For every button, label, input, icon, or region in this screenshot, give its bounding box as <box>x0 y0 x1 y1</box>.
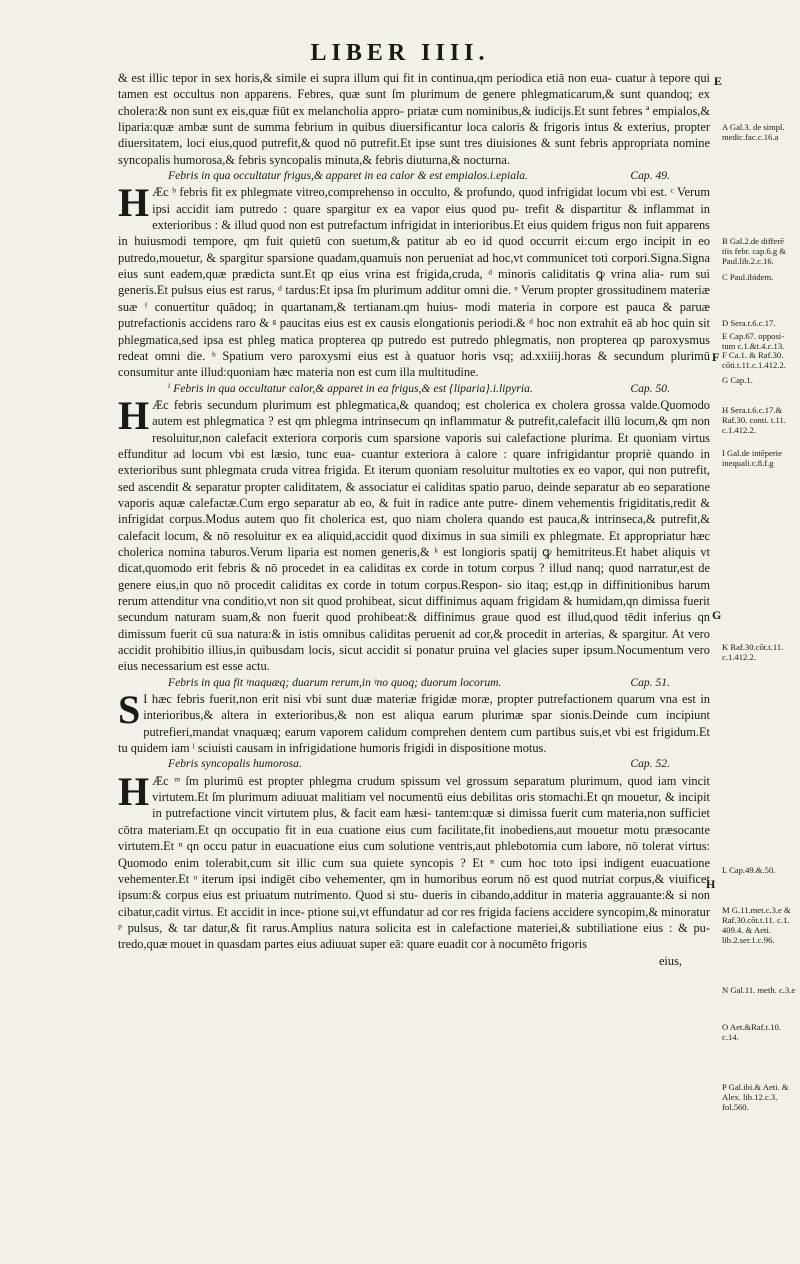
margin-note: P Gal.ibi.& Aeti. & Alex. lib.12.c.3. fol.560. <box>722 1082 789 1112</box>
section-cap-49 <box>118 168 710 380</box>
section-heading: Febris in qua occultatur frigus,& apparet in ea calor & est empialos.i.epiala. Cap. 49. <box>118 168 710 184</box>
catchword: eius, <box>658 953 682 968</box>
section-cap-52 <box>118 756 710 952</box>
drop-cap: S <box>118 687 141 733</box>
margin-section-letter: G <box>712 608 722 622</box>
section-text: S I hæc febris fuerit,non erit nisi vbi sunt duæ materiæ frigidæ moræ, propter putrefactionem quarum vna est in interioribus,& altera in exterioribus,& non est aliqua earum plurimæ spar sionis.Deinde cum incipiunt putrefieri,mandat vnaquæq; earum vaporem calidum comprehen dentem cum partibus suis,et vbi est frigidum.Et tu quidem iam ˡ sciuisti causam in infrigidatione humoris frigidi in dispositione motus. <box>118 687 710 756</box>
chapter-number: Cap. 52. <box>630 757 670 771</box>
chapter-number: Cap. 50. <box>630 381 670 395</box>
margin-note: M G.11.met.c.3.e & Raf.30.cōt.t.11. c.1. 409.4. & Aeti. lib.2.ser.1.c.96. <box>722 905 791 945</box>
margin-note: K Raf.30.cōt.t.11. c.1.412.2. <box>722 642 784 662</box>
section-cap-51 <box>118 675 710 757</box>
opening-paragraph: & est illic tepor in sex horis,& simile ei supra illum qui fit in continua,qm periodica etiā non eua- cuatur à tepore qui tamen est occultus non apparens. Febres, quæ sunt ſm plurimum de genere phlegmaticarum,& sunt quandoq; ex cholera:& non sunt ex eis,quæ fiūt ex melancholia appro- priatæ cum nominibus,& iudicijs.Et sunt febres ª empialos,& liparia:quæ ambæ sunt de summa febrium in quibus diuersificantur loca caloris & frigoris intus & exterius, propter diuersitatem, loci eius,quod putrefit,& quod nō putrefit.Et ipse sunt tres diuisiones & sunt febris appropriata nomine syncopalis humorosa,& febris syncopalis minuta,& febris diuturna,& nocturna. <box>118 71 710 167</box>
chapter-number: Cap. 51. <box>630 675 670 689</box>
drop-cap: H <box>118 768 150 814</box>
margin-note: H Sera.t.6.c.17.& Raf.30. conti. t.11. c.1.412.2. <box>722 405 786 435</box>
margin-note: O Aet.&Raf.t.10. c.14. <box>722 1022 781 1042</box>
margin-note: N Gal.11. meth. c.3.e <box>722 985 796 995</box>
margin-section-letter: E <box>714 74 723 88</box>
margin-note: G Cap.1. <box>722 375 753 385</box>
chapter-number: Cap. 49. <box>630 169 670 183</box>
margin-note: D Sera.t.6.c.17. <box>722 318 776 328</box>
margin-section-letter: H <box>706 877 716 891</box>
running-head: LIBER IIII. <box>310 40 490 66</box>
section-heading: Febris in qua fit ᵞnaquæq; duarum rerum,in ᵞno quoq; duorum locorum. Cap. 51. <box>118 675 710 691</box>
section-text: H Æc febris secundum plurimum est phlegmatica,& quandoq; est cholerica ex cholera grossa valde.Quomodo autem est phlegmatica ? est qm phlegma intrinsecum qn inflammatur & putrefit,calefacit illū locum,& qm non resoluitur,non calefacit exteriora corporis cum sparsione vaporis sui calefactione plurima. Et quoniam virtus effunditur ad locum vbi est læsio, tunc eua- cuantur exteriora à calore : quare infrigidantur propriè quando in exterioribus sunt phlegmata cruda vitrea frigida. Et iterum quoniam resoluitur multoties ex eo vapor, qui non putrefit, sed ascendit & separatur propter caliditatem, & associatur ei caliditas spatio paruo, deinde separatur ab eo separatione vaporis aquæ calefactæ.Cum ergo separatur ab eo, & fuit in radice ante putre- dinem vehementis frigiditatis,redit & infrigidat corpus.Modus autem quo fit cholerica est, quo niam cholera quando est pauca,& intrinseca,& putrefit,& calefacit locum, & nō resoluitur ex ea aliquid,accidit quod diximus in sua simili ex phlegmate. Et appropriatur hæc cholerica nomina taburos.Verum liparia est nomen generis,& ᵏ est longioris spatij ꝙ hemitriteus.Et habet aliquis vt dicat,quomodo erit febris & nō procedet in ea caliditas ex corde in totum corpus ? illud nanq; quod narratur,est de genere eius,in quo nō procedit caliditas ex corde in totum corpus.Respon- sio itaq; est,qp in diffinitionibus harum rerum attenditur vna conditio,vt non sit quod prohibeat, sicut diffinimus aquam frigidam & humidam,qn dimissa fuerit secundum naturam suam,& non fuerit quod prohibeat:& diffinimus graue quod est illud,quod tēdit inferius qn dimissum fuerit cū sua natura:& in istis omnibus caliditas peruenit ad cor,& procedit in arterias, & spargitur. At vero accidit prohibitio illius,in quibusdam locis, sicut accidit si ponatur pruina vel glacies super ipsum.Nocumentum vero eius necessarium est esse actu. <box>118 392 710 674</box>
margin-note: B Gal.2.de differē tiis febr. cap.6.g & Paul.lib.2.c.16. <box>722 236 786 266</box>
section-heading: ⁱ Febris in qua occultatur calor,& apparet in ea frigus,& est {liparia}.i.lipyria. Cap. 50. <box>118 381 710 397</box>
section-heading: Febris syncopalis humorosa. Cap. 52. <box>118 756 710 772</box>
margin-note: I Gal.de intēperie inequali.c.8.f.g <box>722 448 782 468</box>
drop-cap: H <box>118 392 150 438</box>
drop-cap: H <box>118 180 150 226</box>
text-body <box>118 70 710 969</box>
margin-section-letter: F <box>712 350 720 364</box>
section-cap-50 <box>118 381 710 675</box>
section-text: H Æc ᵇ febris fit ex phlegmate vitreo,comprehenso in occulto, & profundo, quod infrigidat locum vbi est. ᶜ Verum ipsi accidit iam putredo : quare spargitur ex ea vapor eius quod pu- trefit & dispartitur & inflammat in exterioribus : & illud quod non est putrefactum infrigidat in interioribus.Et eius quidem frigus non fuit apparens in huiusmodi tempore, qm fuit quietū con suetum,& patitur ab eo id quod occurrit ei:cum ergo incipit in eo putredo,mouetur, & spargitur sparsione quadam,quamuis non perueniat ad hoc,vt communicet toti corpori.Signa.Signa eius sunt eadem,quæ prædicta sunt.Et qp eius vrina est frigida,cruda, ᵈ minoris caliditatis ꝙ vrina alia- rum sui generis.Et pulsus eius est rarus, ᵈ tardus:Et ipsa ſm plurimum additur omni die. ᵉ Verum propter grossitudinem materiæ suæ ᶠ conuertitur quādoq; in quartanam,& tertianam.qm huius- modi materia in corpore est pauca & paruæ putrefactionis accidens raro & ᵍ paucitas eius est ex causis elongationis periodi.& ᵈ hoc non extrahit eā ab hoc quin sit phlegmatica,sed ipsa est phleg matica propterea qp putredo est putredo phlegmatis, non propterea qp paroxysmus redeat omni die. ʰ Spatium vero paroxysmi eius est à quatuor horis vsq; ad.xxiiij.horas & secundum plurimū consumitur ante illud:quoniam hæc materia non est cum illa multitudine. <box>118 180 710 380</box>
margin-note: L Cap.49.&.50. <box>722 865 776 875</box>
section-text: H Æc ᵐ ſm plurimū est propter phlegma crudum spissum vel grossum separatum plurimum, quod iam vincit virtutem.Et ſm plurimum adiuuat malitiam vel nocumentū eius debilitas oris stomachi.Et qn mouetur, & incipit in putrefactione vincit virtutem plus, & facit eam hæsi- tantem:quæ si dimissa fuerit cum materia,non sufficiet cōtra materiam.Et qn occupatio fit in eua cuatione eius cum facilitate,fit inobediens,aut mouetur motu præsocante virtutem.Et ⁿ qn occu patur in euacuatione eius cum solutione ventris,aut phlebotomia cum labore, nō tolerat virtus: Quomodo enim tolerabit,cum sit illic cum sua quiete syncopis ? Et ⁿ cum hoc toto ipsi indigent euacuatione vehementer.Et ᵒ iterum ipsi indigēt cibo vehementer, qm in humoribus eorum nō est quod nutriat corpus,& viuificet ipsum:& corpus eius est priuatum nutrimento. Quod si stu- dueris in cibando,additur in materia aggrauante:& si non cibatur,cadit virtus. Et accidit in ince- ptione sui,vt effundatur ad cor res frigida faciens accidere syncopim,& minoratur ᵖ pulsus, & tar datur,& fit rarus.Amplius natura solicita est in calefactione materiei,& subtiliatione eius : & pu- tredo,quæ mouet in quasdam partes eius adiuuat super eā: quare euadit cor à nocumēto frigoris <box>118 768 710 952</box>
margin-note: F Ca.1. & Raf.30. cōti.t.11.c.1.412.2. <box>722 350 786 370</box>
margin-note: A Gal.3. de simpl. medic.fac.c.16.a <box>722 122 785 142</box>
margin-note: C Paul.ibidem. <box>722 272 774 282</box>
margin-note: E Cap.67. opposi- tum c.1.&t.4.c.13. <box>722 331 785 351</box>
